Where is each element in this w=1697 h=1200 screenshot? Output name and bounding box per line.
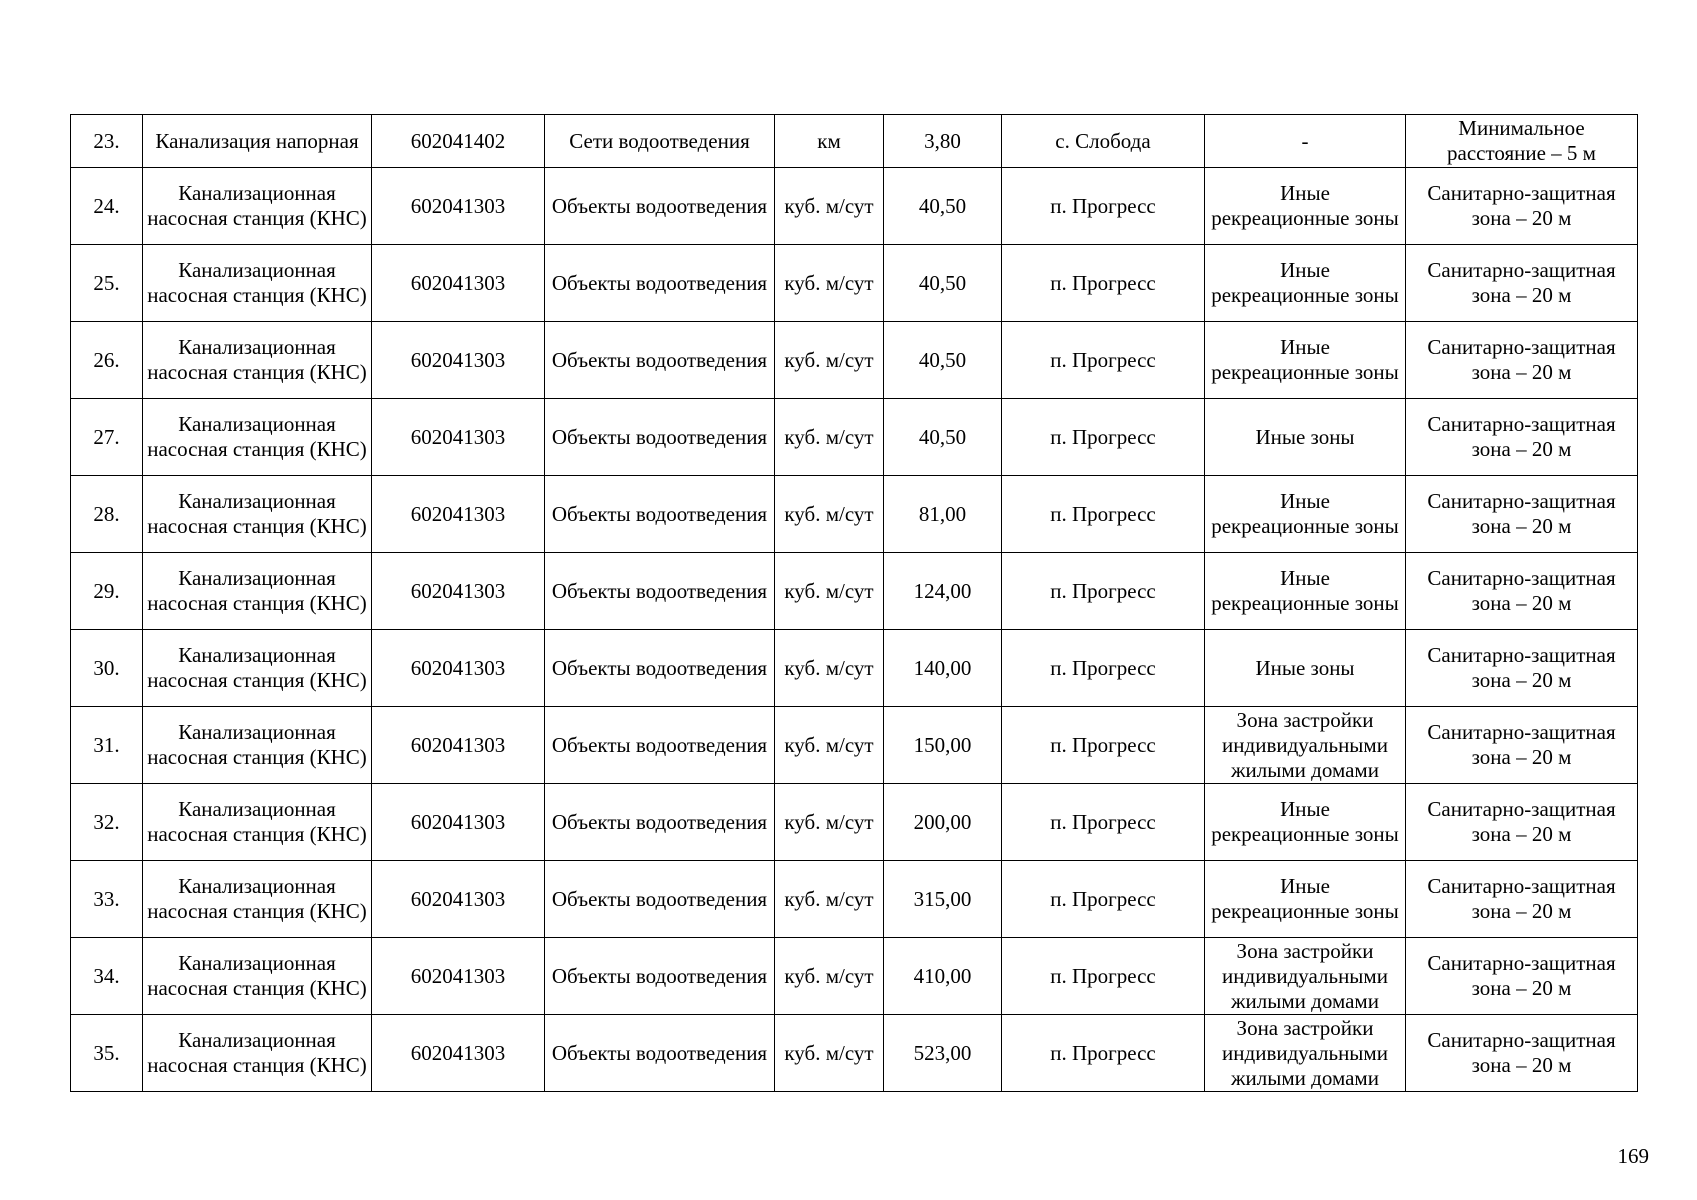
location-cell: п. Прогресс (1002, 707, 1205, 784)
object-name-cell: Канализационная насосная станция (КНС) (143, 707, 372, 784)
object-name-cell: Канализационная насосная станция (КНС) (143, 861, 372, 938)
unit-cell: куб. м/сут (775, 938, 884, 1015)
object-type-cell: Объекты водоотведения (545, 784, 775, 861)
table-row (71, 322, 1638, 399)
table-row (71, 1015, 1638, 1092)
location-cell: п. Прогресс (1002, 630, 1205, 707)
table-row (71, 399, 1638, 476)
row-number-cell: 35. (71, 1015, 143, 1092)
location-cell: п. Прогресс (1002, 168, 1205, 245)
location-cell: п. Прогресс (1002, 861, 1205, 938)
unit-cell: куб. м/сут (775, 399, 884, 476)
functional-zone-cell: Иные зоны (1205, 399, 1406, 476)
functional-zone-cell: Иные рекреационные зоны (1205, 861, 1406, 938)
unit-cell: куб. м/сут (775, 245, 884, 322)
location-cell: п. Прогресс (1002, 399, 1205, 476)
table-row (71, 861, 1638, 938)
object-code-cell: 602041303 (372, 476, 545, 553)
location-cell: п. Прогресс (1002, 476, 1205, 553)
row-number-cell: 26. (71, 322, 143, 399)
object-name-cell: Канализационная насосная станция (КНС) (143, 399, 372, 476)
functional-zone-cell: Зона застройки индивидуальными жилыми домами (1205, 938, 1406, 1015)
page-number: 169 (1617, 1144, 1649, 1168)
functional-zone-cell: Зона застройки индивидуальными жилыми домами (1205, 1015, 1406, 1092)
objects-table (70, 114, 1638, 1092)
object-code-cell: 602041303 (372, 630, 545, 707)
capacity-value-cell: 315,00 (884, 861, 1002, 938)
row-number-cell: 23. (71, 115, 143, 168)
capacity-value-cell: 523,00 (884, 1015, 1002, 1092)
object-code-cell: 602041303 (372, 553, 545, 630)
object-type-cell: Объекты водоотведения (545, 1015, 775, 1092)
restriction-zone-cell: Санитарно-защитная зона – 20 м (1406, 399, 1638, 476)
restriction-zone-cell: Санитарно-защитная зона – 20 м (1406, 1015, 1638, 1092)
location-cell: п. Прогресс (1002, 784, 1205, 861)
row-number-cell: 34. (71, 938, 143, 1015)
object-type-cell: Объекты водоотведения (545, 168, 775, 245)
object-type-cell: Объекты водоотведения (545, 630, 775, 707)
object-type-cell: Объекты водоотведения (545, 322, 775, 399)
restriction-zone-cell: Санитарно-защитная зона – 20 м (1406, 938, 1638, 1015)
table-row (71, 553, 1638, 630)
functional-zone-cell: Иные рекреационные зоны (1205, 784, 1406, 861)
row-number-cell: 32. (71, 784, 143, 861)
functional-zone-cell: Зона застройки индивидуальными жилыми домами (1205, 707, 1406, 784)
table-body (71, 115, 1638, 1092)
table-row (71, 630, 1638, 707)
location-cell: п. Прогресс (1002, 322, 1205, 399)
functional-zone-cell: Иные рекреационные зоны (1205, 245, 1406, 322)
object-type-cell: Объекты водоотведения (545, 938, 775, 1015)
unit-cell: куб. м/сут (775, 168, 884, 245)
restriction-zone-cell: Санитарно-защитная зона – 20 м (1406, 861, 1638, 938)
object-code-cell: 602041303 (372, 322, 545, 399)
unit-cell: км (775, 115, 884, 168)
table-row (71, 476, 1638, 553)
row-number-cell: 28. (71, 476, 143, 553)
object-type-cell: Объекты водоотведения (545, 399, 775, 476)
row-number-cell: 27. (71, 399, 143, 476)
object-name-cell: Канализационная насосная станция (КНС) (143, 630, 372, 707)
row-number-cell: 33. (71, 861, 143, 938)
functional-zone-cell: Иные рекреационные зоны (1205, 168, 1406, 245)
table-row (71, 938, 1638, 1015)
table-row (71, 707, 1638, 784)
restriction-zone-cell: Минимальное расстояние – 5 м (1406, 115, 1638, 168)
restriction-zone-cell: Санитарно-защитная зона – 20 м (1406, 553, 1638, 630)
functional-zone-cell: Иные рекреационные зоны (1205, 322, 1406, 399)
object-name-cell: Канализационная насосная станция (КНС) (143, 553, 372, 630)
row-number-cell: 25. (71, 245, 143, 322)
restriction-zone-cell: Санитарно-защитная зона – 20 м (1406, 707, 1638, 784)
row-number-cell: 29. (71, 553, 143, 630)
restriction-zone-cell: Санитарно-защитная зона – 20 м (1406, 476, 1638, 553)
capacity-value-cell: 140,00 (884, 630, 1002, 707)
unit-cell: куб. м/сут (775, 476, 884, 553)
capacity-value-cell: 200,00 (884, 784, 1002, 861)
location-cell: п. Прогресс (1002, 245, 1205, 322)
location-cell: п. Прогресс (1002, 553, 1205, 630)
object-code-cell: 602041303 (372, 399, 545, 476)
object-type-cell: Объекты водоотведения (545, 476, 775, 553)
location-cell: п. Прогресс (1002, 938, 1205, 1015)
unit-cell: куб. м/сут (775, 861, 884, 938)
capacity-value-cell: 124,00 (884, 553, 1002, 630)
capacity-value-cell: 410,00 (884, 938, 1002, 1015)
table-row (71, 245, 1638, 322)
location-cell: п. Прогресс (1002, 1015, 1205, 1092)
restriction-zone-cell: Санитарно-защитная зона – 20 м (1406, 245, 1638, 322)
functional-zone-cell: - (1205, 115, 1406, 168)
unit-cell: куб. м/сут (775, 1015, 884, 1092)
restriction-zone-cell: Санитарно-защитная зона – 20 м (1406, 168, 1638, 245)
object-type-cell: Объекты водоотведения (545, 861, 775, 938)
object-name-cell: Канализационная насосная станция (КНС) (143, 322, 372, 399)
object-code-cell: 602041303 (372, 245, 545, 322)
table-row (71, 784, 1638, 861)
unit-cell: куб. м/сут (775, 784, 884, 861)
functional-zone-cell: Иные зоны (1205, 630, 1406, 707)
capacity-value-cell: 3,80 (884, 115, 1002, 168)
object-code-cell: 602041303 (372, 1015, 545, 1092)
capacity-value-cell: 40,50 (884, 245, 1002, 322)
object-type-cell: Сети водоотведения (545, 115, 775, 168)
table-row (71, 168, 1638, 245)
object-code-cell: 602041303 (372, 707, 545, 784)
object-type-cell: Объекты водоотведения (545, 245, 775, 322)
object-code-cell: 602041303 (372, 168, 545, 245)
object-name-cell: Канализационная насосная станция (КНС) (143, 245, 372, 322)
row-number-cell: 24. (71, 168, 143, 245)
row-number-cell: 31. (71, 707, 143, 784)
capacity-value-cell: 150,00 (884, 707, 1002, 784)
unit-cell: куб. м/сут (775, 553, 884, 630)
object-type-cell: Объекты водоотведения (545, 707, 775, 784)
object-name-cell: Канализационная насосная станция (КНС) (143, 938, 372, 1015)
object-name-cell: Канализационная насосная станция (КНС) (143, 1015, 372, 1092)
object-name-cell: Канализация напорная (143, 115, 372, 168)
object-code-cell: 602041303 (372, 784, 545, 861)
restriction-zone-cell: Санитарно-защитная зона – 20 м (1406, 630, 1638, 707)
unit-cell: куб. м/сут (775, 322, 884, 399)
object-name-cell: Канализационная насосная станция (КНС) (143, 168, 372, 245)
object-name-cell: Канализационная насосная станция (КНС) (143, 476, 372, 553)
functional-zone-cell: Иные рекреационные зоны (1205, 476, 1406, 553)
capacity-value-cell: 40,50 (884, 322, 1002, 399)
restriction-zone-cell: Санитарно-защитная зона – 20 м (1406, 322, 1638, 399)
capacity-value-cell: 81,00 (884, 476, 1002, 553)
capacity-value-cell: 40,50 (884, 168, 1002, 245)
location-cell: с. Слобода (1002, 115, 1205, 168)
object-type-cell: Объекты водоотведения (545, 553, 775, 630)
object-code-cell: 602041402 (372, 115, 545, 168)
functional-zone-cell: Иные рекреационные зоны (1205, 553, 1406, 630)
object-name-cell: Канализационная насосная станция (КНС) (143, 784, 372, 861)
capacity-value-cell: 40,50 (884, 399, 1002, 476)
unit-cell: куб. м/сут (775, 707, 884, 784)
table-row (71, 115, 1638, 168)
unit-cell: куб. м/сут (775, 630, 884, 707)
row-number-cell: 30. (71, 630, 143, 707)
object-code-cell: 602041303 (372, 861, 545, 938)
object-code-cell: 602041303 (372, 938, 545, 1015)
restriction-zone-cell: Санитарно-защитная зона – 20 м (1406, 784, 1638, 861)
